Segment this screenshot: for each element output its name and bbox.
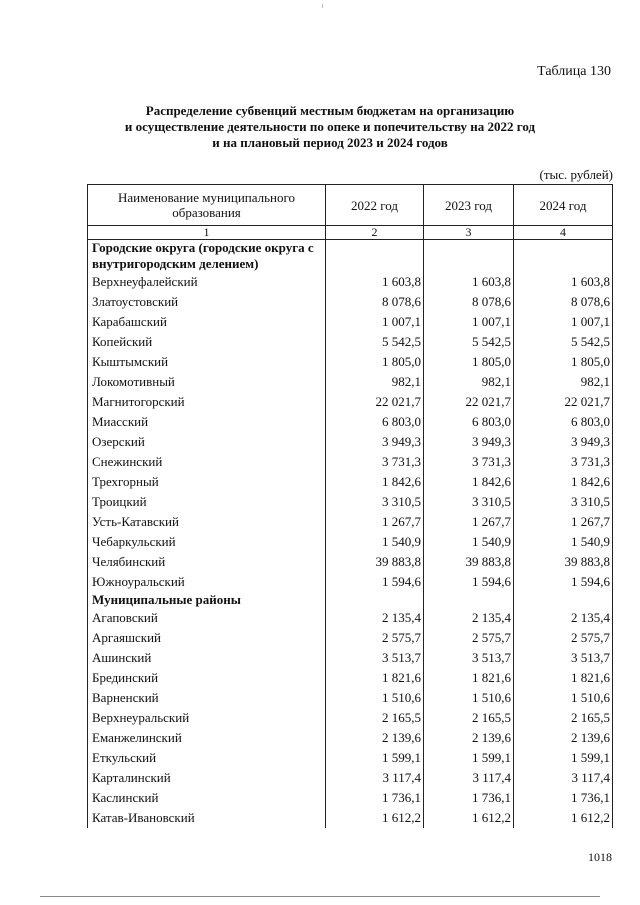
municipality-name: Усть-Катавский — [88, 512, 326, 532]
value-2023: 1 805,0 — [424, 352, 514, 372]
value-2022: 1 594,6 — [326, 572, 424, 592]
value-2024: 2 165,5 — [514, 708, 613, 728]
value-2022: 3 117,4 — [326, 768, 424, 788]
column-number-row — [88, 226, 613, 240]
value-2024: 2 575,7 — [514, 628, 613, 648]
value-2023: 8 078,6 — [424, 292, 514, 312]
municipality-name: Варненский — [88, 688, 326, 708]
table-row — [88, 708, 613, 728]
value-2023: 1 007,1 — [424, 312, 514, 332]
table-row — [88, 352, 613, 372]
table-row — [88, 648, 613, 668]
value-2023: 3 949,3 — [424, 432, 514, 452]
table-row — [88, 512, 613, 532]
value-2023: 1 540,9 — [424, 532, 514, 552]
municipality-name: Локомотивный — [88, 372, 326, 392]
municipality-name: Озерский — [88, 432, 326, 452]
value-2022: 1 540,9 — [326, 532, 424, 552]
table-row — [88, 272, 613, 292]
value-2024: 2 135,4 — [514, 608, 613, 628]
table-row — [88, 292, 613, 312]
table-row — [88, 768, 613, 788]
value-2024: 1 007,1 — [514, 312, 613, 332]
value-2023: 1 821,6 — [424, 668, 514, 688]
municipality-name: Копейский — [88, 332, 326, 352]
value-2022: 3 513,7 — [326, 648, 424, 668]
section-header-row — [88, 592, 613, 608]
subsidy-table — [87, 184, 613, 828]
section-title: Городские округа (городские округа с внутригородским делением) — [88, 240, 326, 273]
section-header-row — [88, 240, 613, 273]
document-title — [80, 103, 580, 151]
value-2024: 22 021,7 — [514, 392, 613, 412]
empty-cell — [424, 592, 514, 608]
value-2022: 1 510,6 — [326, 688, 424, 708]
municipality-name: Еткульский — [88, 748, 326, 768]
value-2023: 5 542,5 — [424, 332, 514, 352]
municipality-name: Катав-Ивановский — [88, 808, 326, 828]
municipality-name: Челябинский — [88, 552, 326, 572]
municipality-name: Снежинский — [88, 452, 326, 472]
value-2024: 1 842,6 — [514, 472, 613, 492]
title-line: Распределение субвенций местным бюджетам на организацию — [145, 103, 515, 118]
municipality-name: Верхнеуфалейский — [88, 272, 326, 292]
table-row — [88, 452, 613, 472]
value-2023: 1 603,8 — [424, 272, 514, 292]
value-2022: 2 139,6 — [326, 728, 424, 748]
value-2023: 3 117,4 — [424, 768, 514, 788]
table-row — [88, 788, 613, 808]
table-row — [88, 372, 613, 392]
table-number: Таблица 130 — [537, 64, 611, 79]
value-2024: 3 513,7 — [514, 648, 613, 668]
value-2022: 2 165,5 — [326, 708, 424, 728]
value-2023: 1 842,6 — [424, 472, 514, 492]
value-2022: 2 575,7 — [326, 628, 424, 648]
table-header-row — [88, 185, 613, 226]
municipality-name: Трехгорный — [88, 472, 326, 492]
table-row — [88, 572, 613, 592]
value-2022: 2 135,4 — [326, 608, 424, 628]
value-2022: 1 599,1 — [326, 748, 424, 768]
table-row — [88, 608, 613, 628]
value-2022: 1 842,6 — [326, 472, 424, 492]
municipality-name: Карабашский — [88, 312, 326, 332]
value-2024: 3 949,3 — [514, 432, 613, 452]
value-2022: 5 542,5 — [326, 332, 424, 352]
table-body — [88, 240, 613, 829]
municipality-name: Южноуральский — [88, 572, 326, 592]
table-row — [88, 532, 613, 552]
value-2024: 1 599,1 — [514, 748, 613, 768]
value-2023: 3 310,5 — [424, 492, 514, 512]
units-label: (тыс. рублей) — [539, 167, 613, 182]
value-2024: 6 803,0 — [514, 412, 613, 432]
col-header-2022: 2022 год — [326, 185, 424, 226]
page-number: 1018 — [588, 850, 612, 864]
empty-cell — [514, 240, 613, 273]
value-2023: 3 731,3 — [424, 452, 514, 472]
col-header-2023: 2023 год — [424, 185, 514, 226]
value-2024: 1 805,0 — [514, 352, 613, 372]
scan-mark — [322, 4, 323, 8]
empty-cell — [514, 592, 613, 608]
municipality-name: Брединский — [88, 668, 326, 688]
municipality-name: Магнитогорский — [88, 392, 326, 412]
municipality-name: Еманжелинский — [88, 728, 326, 748]
value-2022: 1 267,7 — [326, 512, 424, 532]
col-header-2024: 2024 год — [514, 185, 613, 226]
value-2023: 1 599,1 — [424, 748, 514, 768]
municipality-name: Верхнеуральский — [88, 708, 326, 728]
value-2024: 1 540,9 — [514, 532, 613, 552]
value-2022: 22 021,7 — [326, 392, 424, 412]
section-title: Муниципальные районы — [88, 592, 326, 608]
value-2023: 2 165,5 — [424, 708, 514, 728]
value-2023: 1 510,6 — [424, 688, 514, 708]
value-2022: 1 736,1 — [326, 788, 424, 808]
value-2023: 1 736,1 — [424, 788, 514, 808]
municipality-name: Чебаркульский — [88, 532, 326, 552]
value-2022: 3 310,5 — [326, 492, 424, 512]
value-2023: 6 803,0 — [424, 412, 514, 432]
table-row — [88, 728, 613, 748]
municipality-name: Троицкий — [88, 492, 326, 512]
table-row — [88, 748, 613, 768]
table-row — [88, 808, 613, 828]
col-number: 4 — [514, 226, 613, 240]
municipality-name: Аргаяшский — [88, 628, 326, 648]
col-number: 1 — [88, 226, 326, 240]
value-2023: 2 575,7 — [424, 628, 514, 648]
value-2024: 3 310,5 — [514, 492, 613, 512]
value-2022: 1 612,2 — [326, 808, 424, 828]
value-2024: 1 603,8 — [514, 272, 613, 292]
municipality-name: Карталинский — [88, 768, 326, 788]
value-2024: 1 736,1 — [514, 788, 613, 808]
table-row — [88, 628, 613, 648]
table-row — [88, 688, 613, 708]
value-2022: 1 821,6 — [326, 668, 424, 688]
col-number: 3 — [424, 226, 514, 240]
value-2022: 1 603,8 — [326, 272, 424, 292]
value-2023: 3 513,7 — [424, 648, 514, 668]
value-2024: 1 510,6 — [514, 688, 613, 708]
municipality-name: Златоустовский — [88, 292, 326, 312]
municipality-name: Миасский — [88, 412, 326, 432]
table-row — [88, 332, 613, 352]
table-row — [88, 412, 613, 432]
empty-cell — [424, 240, 514, 273]
table-row — [88, 492, 613, 512]
municipality-name: Ашинский — [88, 648, 326, 668]
table-row — [88, 392, 613, 412]
value-2023: 982,1 — [424, 372, 514, 392]
page-bottom-edge — [40, 896, 600, 897]
value-2023: 39 883,8 — [424, 552, 514, 572]
value-2022: 39 883,8 — [326, 552, 424, 572]
value-2022: 3 731,3 — [326, 452, 424, 472]
value-2024: 982,1 — [514, 372, 613, 392]
value-2023: 2 139,6 — [424, 728, 514, 748]
value-2024: 1 821,6 — [514, 668, 613, 688]
table-row — [88, 312, 613, 332]
col-number: 2 — [326, 226, 424, 240]
value-2024: 8 078,6 — [514, 292, 613, 312]
value-2023: 22 021,7 — [424, 392, 514, 412]
empty-cell — [326, 240, 424, 273]
table-row — [88, 432, 613, 452]
value-2022: 8 078,6 — [326, 292, 424, 312]
value-2023: 2 135,4 — [424, 608, 514, 628]
empty-cell — [326, 592, 424, 608]
title-line: и осуществление деятельности по опеке и попечительству на 2022 год — [124, 119, 536, 134]
table-row — [88, 552, 613, 572]
municipality-name: Агаповский — [88, 608, 326, 628]
value-2024: 3 731,3 — [514, 452, 613, 472]
value-2023: 1 612,2 — [424, 808, 514, 828]
municipality-name: Каслинский — [88, 788, 326, 808]
table-row — [88, 668, 613, 688]
table-row — [88, 472, 613, 492]
value-2022: 3 949,3 — [326, 432, 424, 452]
value-2024: 1 267,7 — [514, 512, 613, 532]
value-2023: 1 594,6 — [424, 572, 514, 592]
value-2024: 1 612,2 — [514, 808, 613, 828]
value-2024: 2 139,6 — [514, 728, 613, 748]
title-line: и на плановый период 2023 и 2024 годов — [212, 135, 448, 150]
value-2024: 5 542,5 — [514, 332, 613, 352]
value-2024: 39 883,8 — [514, 552, 613, 572]
value-2024: 3 117,4 — [514, 768, 613, 788]
value-2023: 1 267,7 — [424, 512, 514, 532]
col-header-name: Наименование муниципального образования — [88, 185, 326, 226]
municipality-name: Кыштымский — [88, 352, 326, 372]
value-2022: 1 007,1 — [326, 312, 424, 332]
value-2022: 6 803,0 — [326, 412, 424, 432]
value-2024: 1 594,6 — [514, 572, 613, 592]
value-2022: 982,1 — [326, 372, 424, 392]
value-2022: 1 805,0 — [326, 352, 424, 372]
